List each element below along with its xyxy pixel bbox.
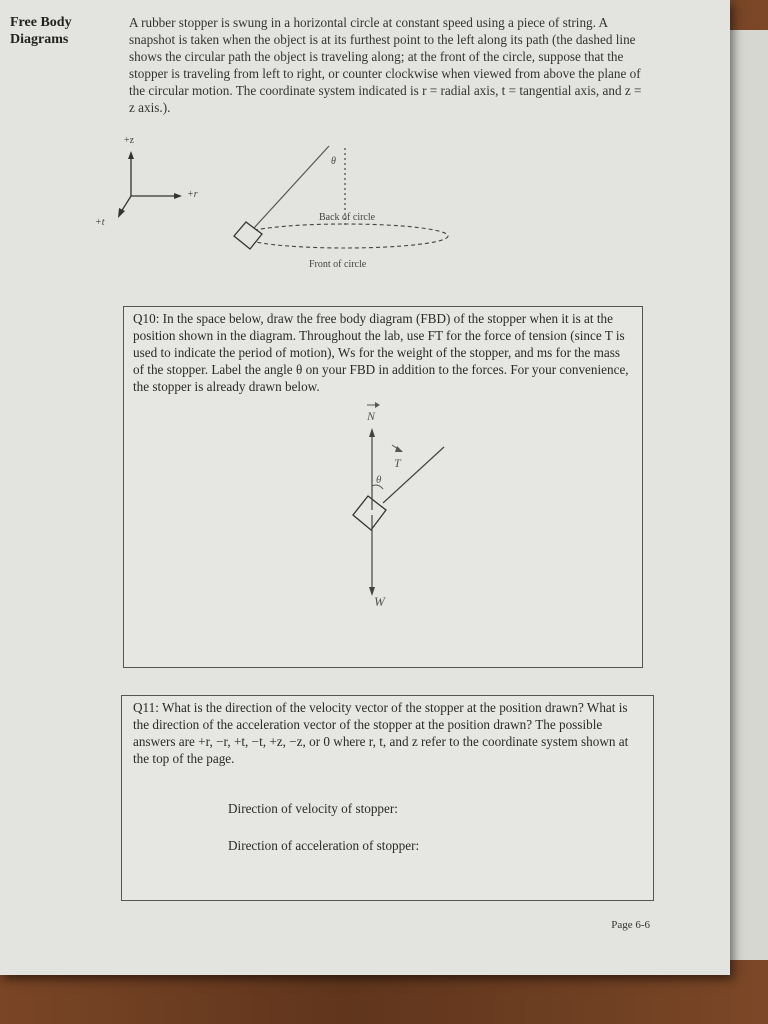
fbd-stopper [353, 496, 386, 530]
hand-weight-label: W [374, 594, 385, 609]
q10-text: Q10: In the space below, draw the free body diagram (FBD) of the stopper when it is at the position shown in the diagram. Throughout the lab, use FT for the force of tension (since T is used to indicate the period of motion), Ws for the weight of the stopper, and ms for the mass of the stopper. Label the angle θ on your FBD in addition to the forces. For your convenience, the stopper is already drawn below. [133, 311, 629, 394]
theta-label: θ [331, 156, 336, 167]
front-of-circle-label: Front of circle [309, 259, 367, 270]
section-title-line2: Diagrams [10, 32, 69, 47]
back-of-circle-label: Back of circle [319, 212, 376, 223]
normal-vector-mark-head [375, 402, 380, 408]
section-title-line1: Free Body [10, 15, 72, 30]
velocity-prompt: Direction of velocity of stopper: [228, 801, 398, 816]
hand-normal-label: N [367, 409, 376, 423]
page-number: Page 6-6 [611, 919, 650, 931]
acceleration-prompt: Direction of acceleration of stopper: [228, 838, 420, 853]
normal-force-arrowhead [369, 428, 375, 437]
hand-tension-label: T [394, 456, 401, 470]
intro-paragraph: A rubber stopper is swung in a horizontal circle at constant speed using a piece of string. A snapshot is taken when the object is at its furthest point to the left along its path (the dashed line shows the circular path the object is traveling along; at the front of the circle, suppose that the stopper is traveling from left to right, or counter clockwise when viewed from above the plane of the circular motion. The coordinate system indicated is r = radial axis, t = tangential axis, and z = z axis.). [129, 15, 642, 115]
hand-theta-label: θ [376, 474, 382, 486]
fbd-string [383, 447, 444, 503]
t-axis-label: +t [95, 217, 105, 228]
r-axis-label: +r [187, 189, 198, 200]
z-axis-label: +z [124, 135, 135, 146]
tension-vector-mark-head [395, 446, 403, 452]
q11-text: Q11: What is the direction of the velocity vector of the stopper at the position drawn? What is the direction of the acceleration vector of the stopper at the position drawn? The possible answers are +r, −r, +t, −t, +z, −z, or 0 where r, t, and z refer to the coordinate system shown at the top of the page. [133, 700, 629, 766]
